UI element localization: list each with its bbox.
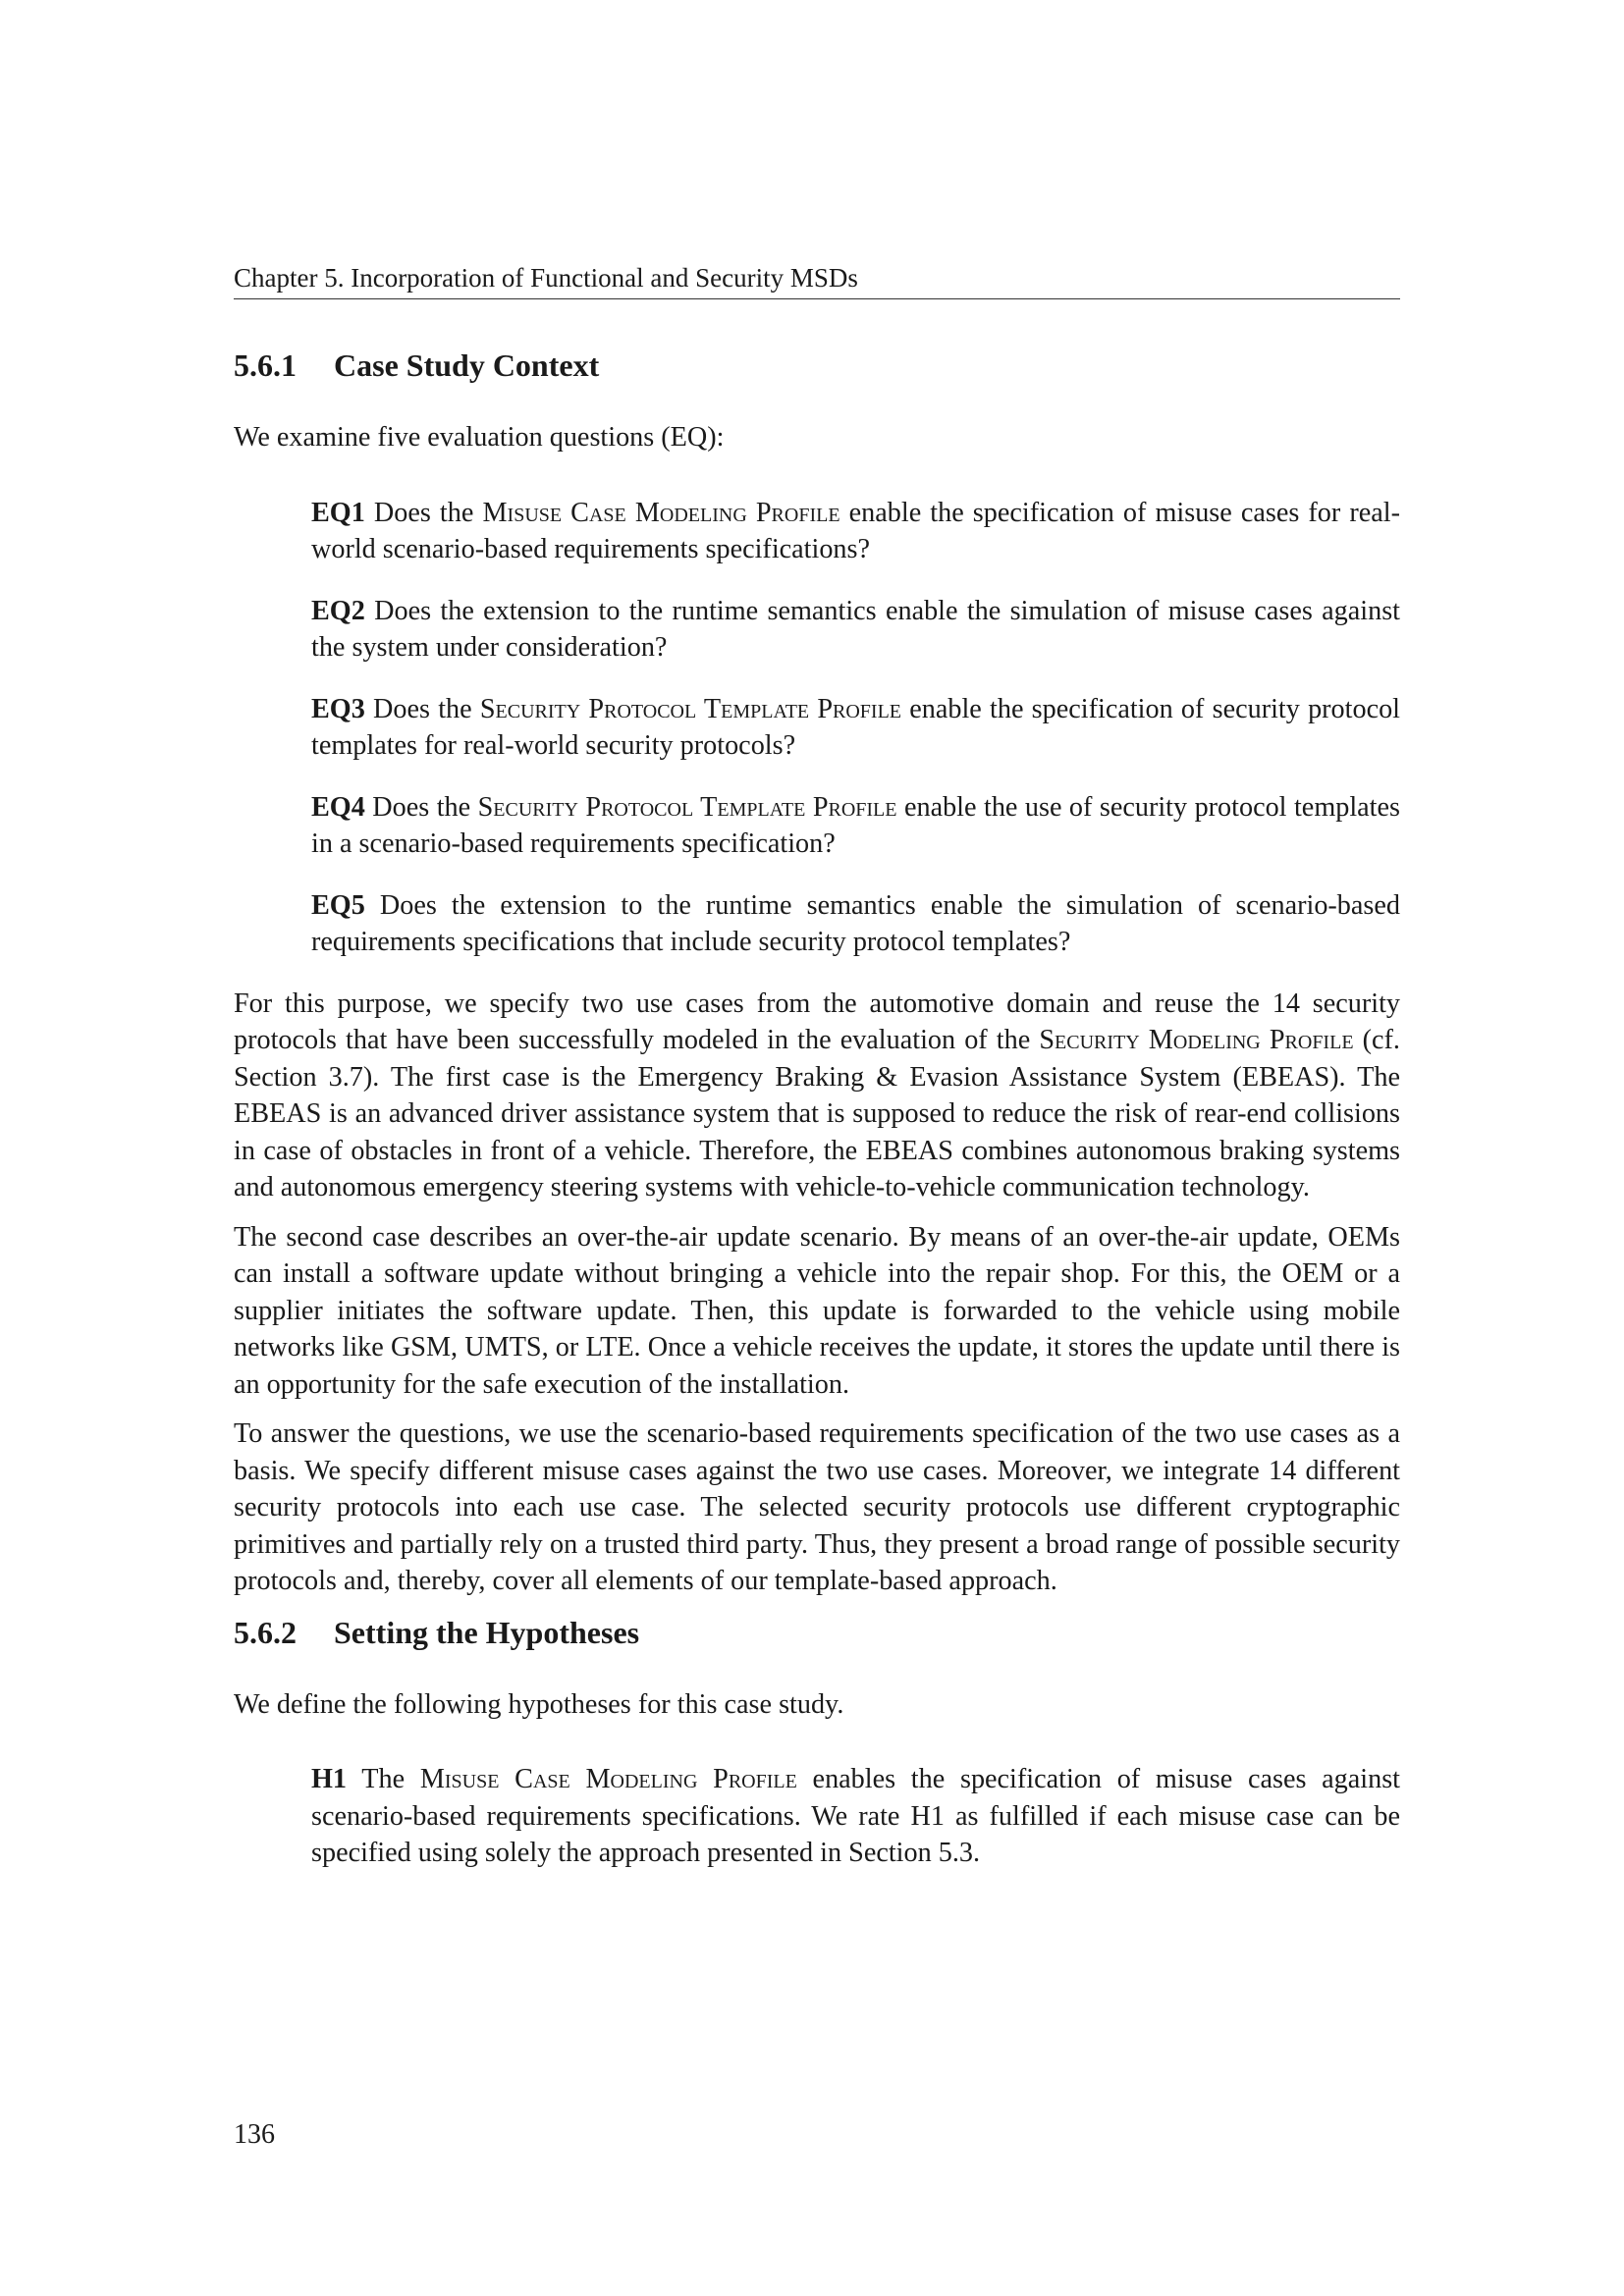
question-tag: EQ2 <box>311 595 365 626</box>
body-paragraph-purpose: For this purpose, we specify two use cases from the automotive domain and reuse the 14 security protocols that have been successfully modeled in the evaluation of the Security Modeling Profile (cf. Section 3.7). The first case is the Emergency Braking & Evasion Assistance System (EBEAS). The EBEAS is an advanced driver assistance system that is supposed to reduce the risk of rear-end collisions in case of obstacles in front of a vehicle. Therefore, the EBEAS combines autonomous braking systems and autonomous emergency steering systems with vehicle-to-vehicle communication technology. <box>234 988 1400 1202</box>
evaluation-question-eq2: EQ2 Does the extension to the runtime semantics enable the simulation of misuse cases against the system under consideration? <box>311 595 1400 663</box>
section-heading-5-6-2 <box>234 1613 1400 1652</box>
hypothesis-list <box>311 1761 1400 1872</box>
section-number: 5.6.2 <box>234 1614 297 1650</box>
question-tag: EQ5 <box>311 889 365 921</box>
hypothesis-tag: H1 <box>311 1764 348 1794</box>
body-paragraph-ota-update: The second case describes an over-the-air update scenario. By means of an over-the-air update, OEMs can install a software update without bringing a vehicle into the repair shop. For this, the OEM or a supplier initiates the software update. Then, this update is forwarded to the vehicle using mobile networks like GSM, UMTS, or LTE. Once a vehicle receives the update, it stores the update until there is an opportunity for the safe execution of the installation. <box>234 1221 1400 1400</box>
profile-name: Security Protocol Template Profile <box>477 791 897 823</box>
profile-name: Misuse Case Modeling Profile <box>482 497 840 528</box>
section-intro: We examine five evaluation questions (EQ): <box>234 422 725 453</box>
question-tag: EQ1 <box>311 497 365 528</box>
page-number: 136 <box>234 2119 275 2150</box>
body-paragraph-approach: To answer the questions, we use the scenario-based requirements specification of the two use cases as a basis. We specify different misuse cases against the two use cases. Moreover, we integrate 14 different security protocols into each use case. The selected security protocols use different cryptographic primitives and partially rely on a trusted third party. Thus, they present a broad range of possible security protocols and, thereby, cover all elements of our template-based approach. <box>234 1418 1400 1596</box>
profile-name: Misuse Case Modeling Profile <box>419 1764 797 1794</box>
profile-name: Security Protocol Template Profile <box>479 693 902 724</box>
profile-name: Security Modeling Profile <box>1039 1025 1354 1055</box>
evaluation-question-eq3: EQ3 Does the Security Protocol Template Profile enable the specification of security protocol templates for real-world security protocols? <box>311 693 1401 761</box>
section-title: Case Study Context <box>334 347 600 383</box>
section-title: Setting the Hypotheses <box>334 1614 640 1650</box>
question-tag: EQ4 <box>311 791 365 823</box>
running-header: Chapter 5. Incorporation of Functional and Security MSDs <box>234 261 1400 299</box>
document-page <box>234 0 1400 2296</box>
hypothesis-h1: H1 The Misuse Case Modeling Profile enables the specification of misuse cases against scenario-based requirements specifications. We rate H1 as fulfilled if each misuse case can be specified using solely the approach presented in Section 5.3. <box>311 1764 1400 1868</box>
page-content <box>234 346 1400 1896</box>
evaluation-question-eq4: EQ4 Does the Security Protocol Template Profile enable the use of security protocol templates in a scenario-based requirements specification? <box>311 791 1400 859</box>
section-number: 5.6.1 <box>234 347 297 383</box>
evaluation-question-eq1: EQ1 Does the Misuse Case Modeling Profile enable the specification of misuse cases for real-world scenario-based requirements specifications? <box>311 497 1400 564</box>
question-tag: EQ3 <box>311 693 365 724</box>
evaluation-question-list <box>311 495 1400 961</box>
section-heading-5-6-1 <box>234 346 1400 385</box>
section-intro: We define the following hypotheses for this case study. <box>234 1688 844 1720</box>
evaluation-question-eq5: EQ5 Does the extension to the runtime semantics enable the simulation of scenario-based requirements specifications that include security protocol templates? <box>311 889 1400 957</box>
